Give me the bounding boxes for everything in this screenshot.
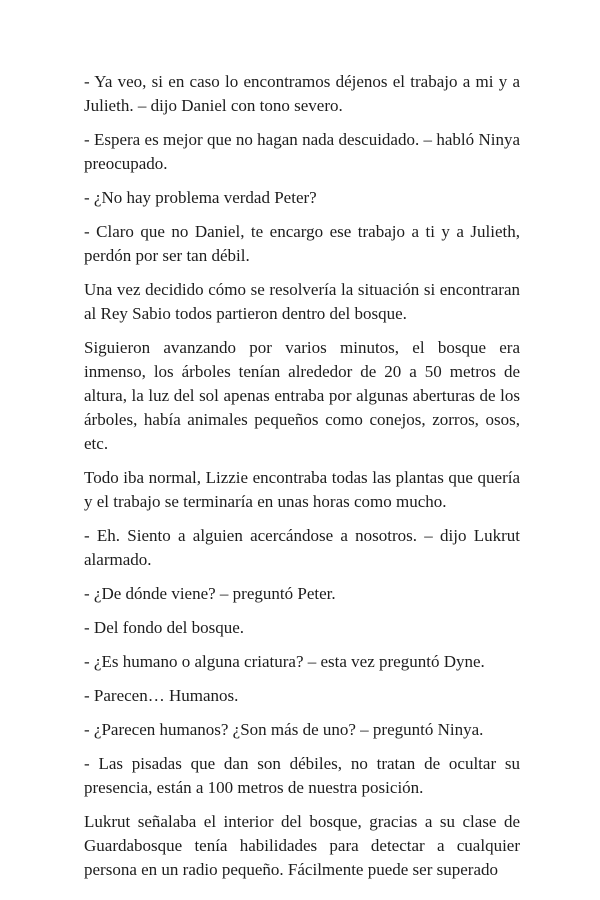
paragraph-11: - ¿Es humano o alguna criatura? – esta vez preguntó Dyne. [84, 652, 485, 671]
paragraph-6: Siguieron avanzando por varios minutos, el bosque era inmenso, los árboles tenían alrededor de 20 a 50 metros de altura, la luz del sol apenas entraba por algunas aberturas de los árboles, había animales pequeños como conejos, zorros, osos, etc. [84, 338, 520, 453]
paragraph-4: - Claro que no Daniel, te encargo ese trabajo a ti y a Julieth, perdón por ser tan débil. [84, 222, 520, 265]
paragraph-12: - Parecen… Humanos. [84, 686, 239, 705]
paragraph-9: - ¿De dónde viene? – preguntó Peter. [84, 584, 336, 603]
paragraph-8: - Eh. Siento a alguien acercándose a nosotros. – dijo Lukrut alarmado. [84, 526, 520, 569]
paragraph-3: - ¿No hay problema verdad Peter? [84, 188, 317, 207]
paragraph-5: Una vez decidido cómo se resolvería la situación si encontraran al Rey Sabio todos partieron dentro del bosque. [84, 280, 520, 323]
paragraph-7: Todo iba normal, Lizzie encontraba todas las plantas que quería y el trabajo se terminaría en unas horas como mucho. [84, 468, 520, 511]
paragraph-15: Lukrut señalaba el interior del bosque, gracias a su clase de Guardabosque tenía habilidades para detectar a cualquier persona en un radio pequeño. Fácilmente puede ser superado [84, 812, 520, 879]
paragraph-14: - Las pisadas que dan son débiles, no tratan de ocultar su presencia, están a 100 metros de nuestra posición. [84, 754, 520, 797]
paragraph-1: - Ya veo, si en caso lo encontramos déjenos el trabajo a mi y a Julieth. – dijo Daniel con tono severo. [84, 72, 520, 115]
paragraph-10: - Del fondo del bosque. [84, 618, 245, 637]
paragraph-2: - Espera es mejor que no hagan nada descuidado. – habló Ninya preocupado. [84, 130, 520, 173]
book-page [84, 70, 520, 892]
paragraph-13: - ¿Parecen humanos? ¿Son más de uno? – preguntó Ninya. [84, 720, 484, 739]
